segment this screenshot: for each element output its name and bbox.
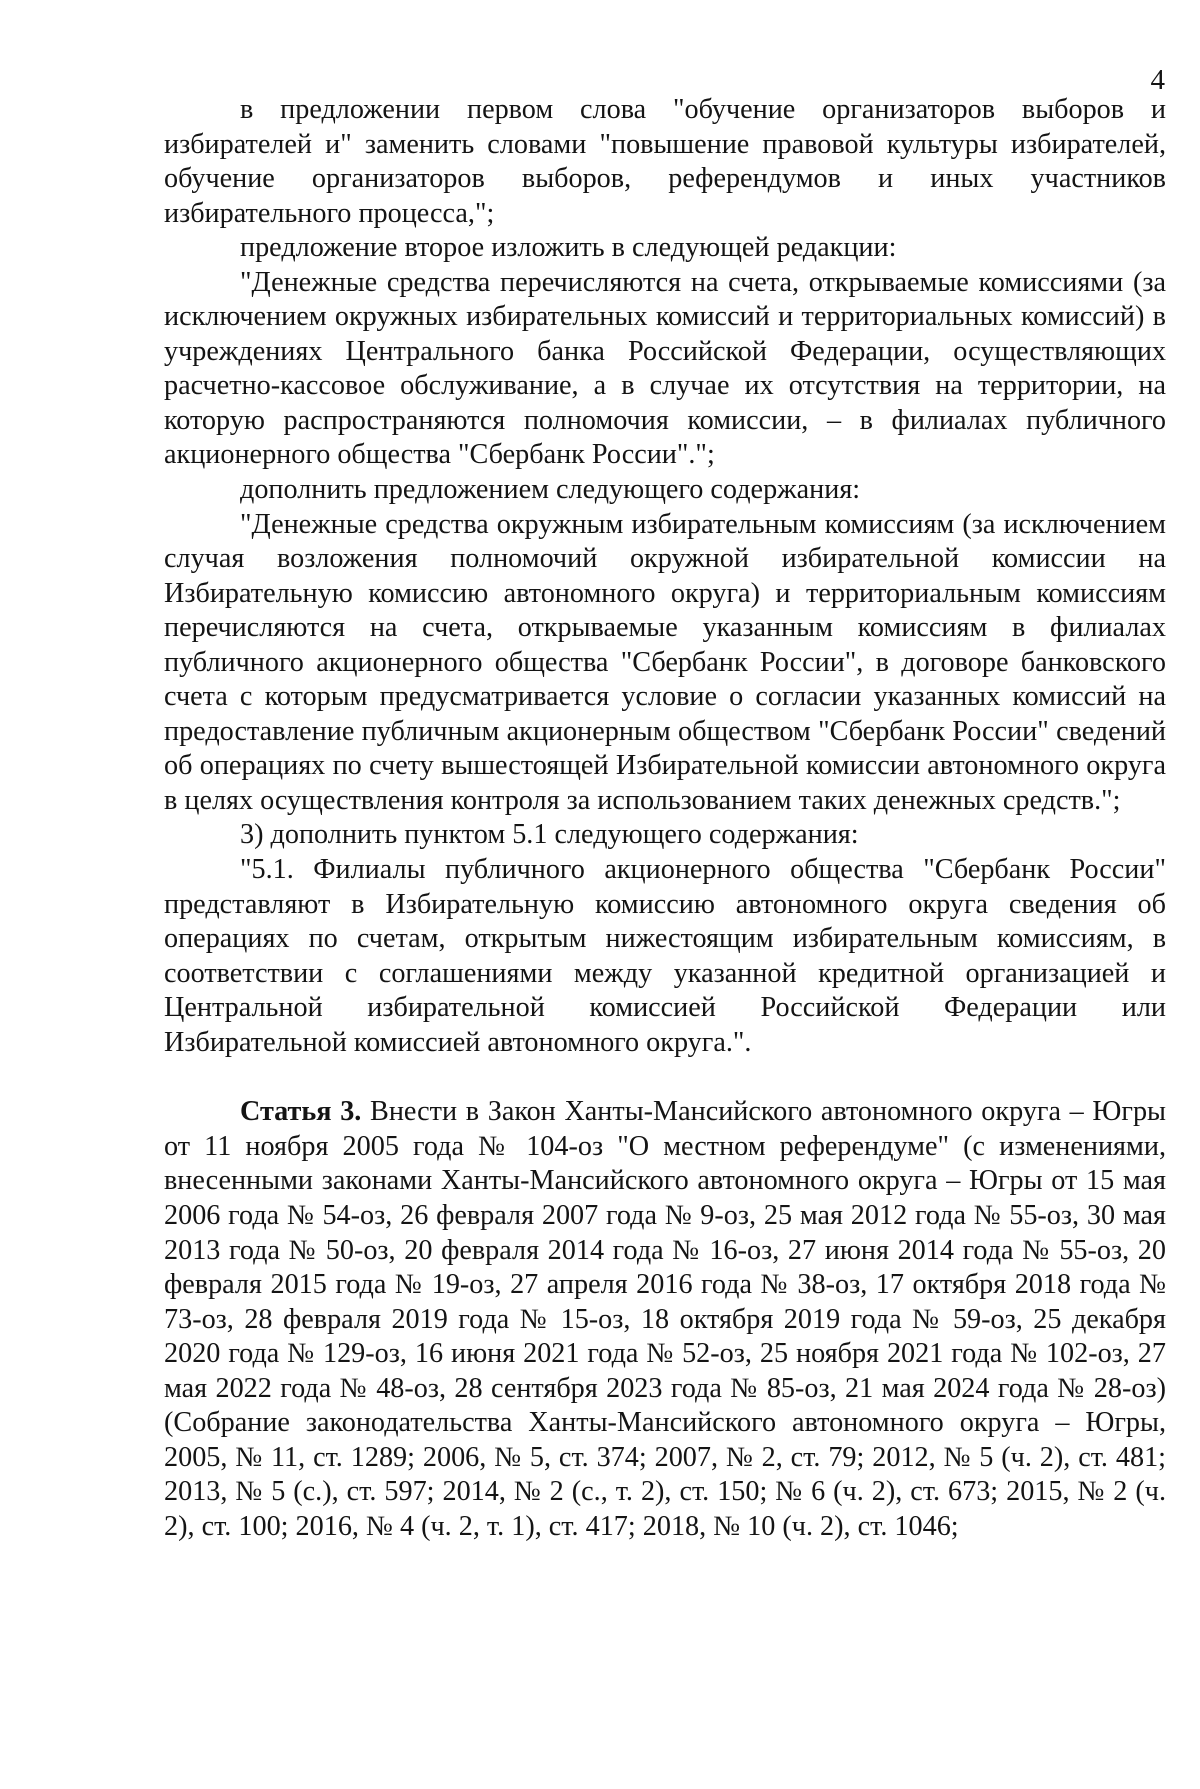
paragraph: "Денежные средства перечисляются на счета, открываемые комиссиями (за исключением окружных избирательных комиссий и территориальных комиссий) в учреждениях Центрального банка Российской Федерации, осуществляющих расчетно-кассовое обслуживание, а в случае их отсутствия на территории, на которую распространяются полномочия комиссии, – в филиалах публичного акционерного общества "Сбербанк России"."; xyxy=(164,266,1166,471)
paragraph: дополнить предложением следующего содержания: xyxy=(240,474,861,506)
article-heading: Статья 3. xyxy=(240,1096,362,1128)
document-body xyxy=(164,93,1166,1544)
article-3-paragraph xyxy=(164,1095,1166,1544)
paragraph: в предложении первом слова "обучение организаторов выборов и избирателей и" заменить словами "повышение правовой культуры избирателей, обучение организаторов выборов, референдумов и иных участников избирательного процесса,"; xyxy=(164,94,1166,229)
paragraph: предложение второе изложить в следующей редакции: xyxy=(240,232,897,264)
page-number: 4 xyxy=(1150,64,1165,96)
paragraph: 3) дополнить пунктом 5.1 следующего содержания: xyxy=(240,819,859,851)
article-text: Внести в Закон Ханты-Мансийского автономного округа – Югры от 11 ноября 2005 года № 104-оз "О местном референдуме" (с изменениями, внесенными законами Ханты-Мансийского автономного округа – Югры от 15 мая 2006 года № 54-оз, 26 февраля 2007 года № 9-оз, 25 мая 2012 года № 55-оз, 30 мая 2013 года № 50-оз, 20 февраля 2014 года № 16-оз, 27 июня 2014 года № 55-оз, 20 февраля 2015 года № 19-оз, 27 апреля 2016 года № 38-оз, 17 октября 2018 года № 73-оз, 28 февраля 2019 года № 15-оз, 18 октября 2019 года № 59-оз, 25 декабря 2020 года № 129-оз, 16 июня 2021 года № 52-оз, 25 ноября 2021 года № 102-оз, 27 мая 2022 года № 48-оз, 28 сентября 2023 года № 85-оз, 21 мая 2024 года № 28-оз) (Собрание законодательства Ханты-Мансийского автономного округа – Югры, 2005, № 11, ст. 1289; 2006, № 5, ст. 374; 2007, № 2, ст. 79; 2012, № 5 (ч. 2), ст. 481; 2013, № 5 (с.), ст. 597; 2014, № 2 (с., т. 2), ст. 150; № 6 (ч. 2), ст. 673; 2015, № 2 (ч. 2), ст. 100; 2016, № 4 (ч. 2, т. 1), ст. 417; 2018, № 10 (ч. 2), ст. 1046; xyxy=(164,1096,1166,1542)
paragraph: "5.1. Филиалы публичного акционерного общества "Сбербанк России" представляют в Избирательную комиссию автономного округа сведения об операциях по счетам, открытым нижестоящим избирательным комиссиям, в соответствии с соглашениями между указанной кредитной организацией и Центральной избирательной комиссией Российской Федерации или Избирательной комиссией автономного округа.". xyxy=(164,854,1166,1058)
paragraph: "Денежные средства окружным избирательным комиссиям (за исключением случая возложения полномочий окружной избирательной комиссии на Избирательную комиссию автономного округа) и территориальным комиссиям перечисляются на счета, открываемые указанным комиссиям в филиалах публичного акционерного общества "Сбербанк России", в договоре банковского счета с которым предусматривается условие о согласии указанных комиссий на предоставление публичным акционерным обществом "Сбербанк России" сведений об операциях по счету вышестоящей Избирательной комиссии автономного округа в целях осуществления контроля за использованием таких денежных средств."; xyxy=(164,508,1166,816)
